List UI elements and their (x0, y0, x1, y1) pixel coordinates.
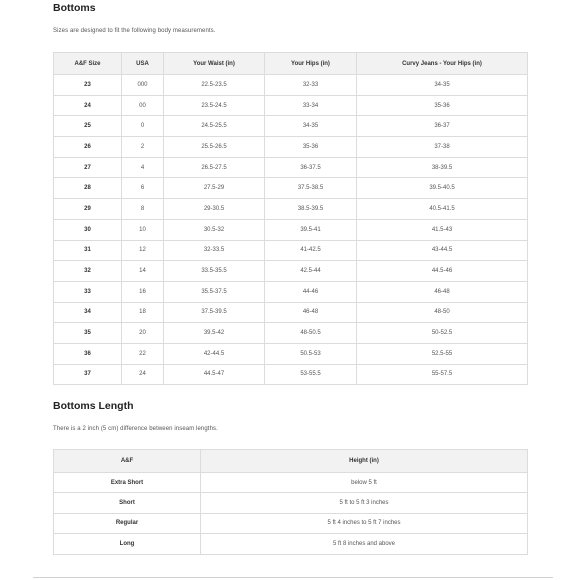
column-header: Your Waist (in) (164, 53, 265, 75)
table-cell: 55-57.5 (357, 364, 528, 385)
table-cell: 35-36 (357, 95, 528, 116)
table-cell: 50.5-53 (265, 343, 357, 364)
table-cell: 28 (54, 178, 122, 199)
table-row (54, 364, 528, 385)
table-cell: 25 (54, 116, 122, 137)
table-cell: 0 (122, 116, 164, 137)
table-row (54, 261, 528, 282)
table-cell: 39.5-42 (164, 323, 265, 344)
table-cell: 18 (122, 302, 164, 323)
length-section (53, 400, 134, 412)
column-header: A&F Size (54, 53, 122, 75)
table-cell: 32 (54, 261, 122, 282)
table-row (54, 240, 528, 261)
table-cell: 42-44.5 (164, 343, 265, 364)
bottoms-subtitle-wrap (53, 28, 216, 34)
table-cell: 23.5-24.5 (164, 95, 265, 116)
table-cell: 00 (122, 95, 164, 116)
table-cell: 6 (122, 178, 164, 199)
table-row (54, 513, 528, 533)
table-row (54, 493, 528, 513)
table-row (54, 534, 528, 554)
table-cell: 36 (54, 343, 122, 364)
table-cell: 000 (122, 75, 164, 96)
table-row (54, 473, 528, 493)
table-cell: 5 ft 4 inches to 5 ft 7 inches (201, 513, 528, 533)
column-header: Curvy Jeans - Your Hips (in) (357, 53, 528, 75)
table-row (54, 302, 528, 323)
table-cell: 30.5-32 (164, 219, 265, 240)
bottoms-table-wrap (53, 52, 528, 385)
table-cell: 5 ft to 5 ft 3 inches (201, 493, 528, 513)
table-cell: 14 (122, 261, 164, 282)
table-cell: 39.5-41 (265, 219, 357, 240)
table-cell: 37.5-39.5 (164, 302, 265, 323)
table-cell: 24 (54, 95, 122, 116)
table-cell: 32-33.5 (164, 240, 265, 261)
table-cell: Extra Short (54, 473, 201, 493)
length-title: Bottoms Length (53, 400, 134, 412)
table-cell: 29-30.5 (164, 199, 265, 220)
table-cell: 40.5-41.5 (357, 199, 528, 220)
table-cell: 35.5-37.5 (164, 281, 265, 302)
table-cell: 53-55.5 (265, 364, 357, 385)
bottoms-size-table (53, 52, 528, 385)
table-cell: 34-35 (357, 75, 528, 96)
table-cell: 22 (122, 343, 164, 364)
table-cell: 16 (122, 281, 164, 302)
table-row (54, 219, 528, 240)
table-row (54, 95, 528, 116)
table-cell: 42.5-44 (265, 261, 357, 282)
table-cell: 31 (54, 240, 122, 261)
table-cell: 32-33 (265, 75, 357, 96)
table-cell: 35 (54, 323, 122, 344)
bottom-divider (33, 577, 553, 578)
bottoms-section (53, 2, 96, 14)
table-cell: 41.5-43 (357, 219, 528, 240)
table-cell: 39.5-40.5 (357, 178, 528, 199)
bottoms-title: Bottoms (53, 2, 96, 14)
table-cell: 26.5-27.5 (164, 157, 265, 178)
table-cell: 26 (54, 137, 122, 158)
table-row (54, 323, 528, 344)
table-cell: 38.5-39.5 (265, 199, 357, 220)
table-cell: 27.5-29 (164, 178, 265, 199)
table-cell: 50-52.5 (357, 323, 528, 344)
column-header: Your Hips (in) (265, 53, 357, 75)
table-cell: Long (54, 534, 201, 554)
table-cell: Short (54, 493, 201, 513)
table-cell: 12 (122, 240, 164, 261)
table-cell: 33-34 (265, 95, 357, 116)
table-cell: 37 (54, 364, 122, 385)
table-cell: 34 (54, 302, 122, 323)
table-cell: 22.5-23.5 (164, 75, 265, 96)
length-table (53, 449, 528, 555)
table-cell: 24.5-25.5 (164, 116, 265, 137)
table-cell: Regular (54, 513, 201, 533)
table-cell: 48-50 (357, 302, 528, 323)
table-row (54, 75, 528, 96)
bottoms-subtitle: Sizes are designed to fit the following body measurements. (53, 28, 216, 34)
table-cell: below 5 ft (201, 473, 528, 493)
table-cell: 5 ft 8 inches and above (201, 534, 528, 554)
table-cell: 38-39.5 (357, 157, 528, 178)
table-cell: 46-48 (265, 302, 357, 323)
table-cell: 34-35 (265, 116, 357, 137)
table-row (54, 281, 528, 302)
length-subtitle-wrap (53, 426, 218, 432)
table-cell: 35-36 (265, 137, 357, 158)
table-cell: 37.5-38.5 (265, 178, 357, 199)
table-cell: 2 (122, 137, 164, 158)
table-row (54, 116, 528, 137)
column-header: USA (122, 53, 164, 75)
table-cell: 10 (122, 219, 164, 240)
table-row (54, 343, 528, 364)
table-row (54, 157, 528, 178)
length-table-wrap (53, 449, 528, 555)
table-cell: 29 (54, 199, 122, 220)
table-cell: 20 (122, 323, 164, 344)
table-cell: 30 (54, 219, 122, 240)
table-cell: 8 (122, 199, 164, 220)
table-row (54, 178, 528, 199)
column-header: A&F (54, 450, 201, 473)
table-cell: 44.5-46 (357, 261, 528, 282)
table-cell: 4 (122, 157, 164, 178)
table-cell: 24 (122, 364, 164, 385)
table-cell: 37-38 (357, 137, 528, 158)
table-cell: 25.5-26.5 (164, 137, 265, 158)
table-cell: 33 (54, 281, 122, 302)
table-cell: 41-42.5 (265, 240, 357, 261)
table-cell: 43-44.5 (357, 240, 528, 261)
table-cell: 44.5-47 (164, 364, 265, 385)
table-cell: 33.5-35.5 (164, 261, 265, 282)
table-cell: 44-46 (265, 281, 357, 302)
table-cell: 36-37 (357, 116, 528, 137)
table-cell: 36-37.5 (265, 157, 357, 178)
table-row (54, 199, 528, 220)
length-subtitle: There is a 2 inch (5 cm) difference between inseam lengths. (53, 426, 218, 432)
table-row (54, 137, 528, 158)
table-cell: 48-50.5 (265, 323, 357, 344)
column-header: Height (in) (201, 450, 528, 473)
table-cell: 27 (54, 157, 122, 178)
table-cell: 23 (54, 75, 122, 96)
table-cell: 46-48 (357, 281, 528, 302)
table-cell: 52.5-55 (357, 343, 528, 364)
